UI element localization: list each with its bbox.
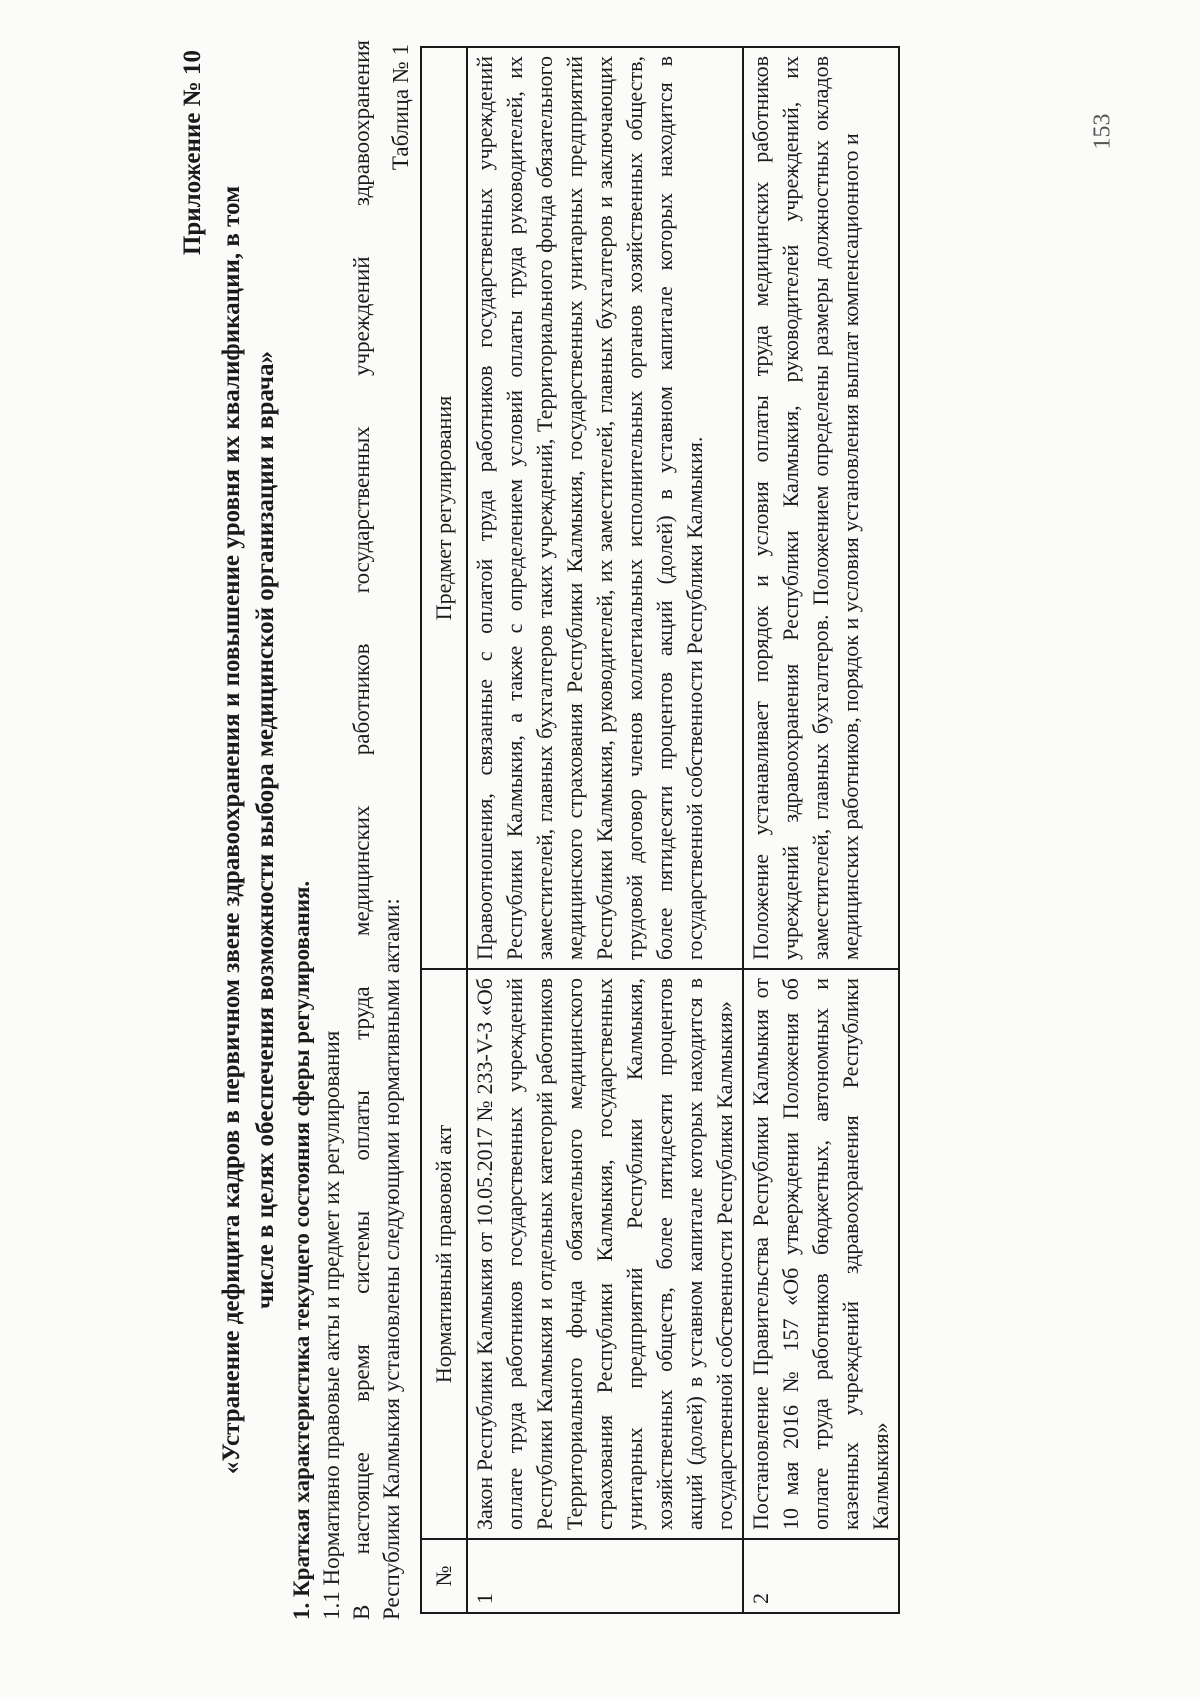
row-act: Закон Республики Калмыкия от 10.05.2017 № 233-V-З «Об оплате труда работников государственных учреждений Республики Калмыкия и отдельных категорий работников Территориального фонда обязательного медицинского страхования Республики Калмыкия, государственных унитарных предприятий Республики Калмыкия, хозяйственных обществ, более пятидесяти процентов акций (долей) в уставном капитале которых находится в государственной собственности Республики Калмыкия»	[467, 969, 743, 1539]
table-row	[743, 47, 899, 1613]
title-line-1: «Устранение дефицита кадров в первичном звене здравоохранения и повышение уровня их квалификации, в том	[218, 185, 245, 1475]
table-header-row	[421, 47, 467, 1613]
table-row	[467, 47, 743, 1613]
row-number: 2	[743, 1539, 899, 1613]
intro-line-1: В настоящее время системы оплаты труда медицинских работников государственных учреждений здравоохранения	[349, 40, 374, 1620]
header-number: №	[421, 1539, 467, 1613]
row-subject: Положение устанавливает порядок и условия оплаты труда медицинских работников учреждений здравоохранения Республики Калмыкия, руководителей учреждений, их заместителей, главных бухгалтеров. Положением определены размеры должностных окладов медицинских работников, порядок и условия установления выплат компенсационного и	[743, 47, 899, 969]
row-act: Постановление Правительства Республики Калмыкия от 10 мая 2016 № 157 «Об утверждении Положения об оплате труда работников бюджетных, автономных и казенных учреждений здравоохранения Республики Калмыкия»	[743, 969, 899, 1539]
row-number: 1	[467, 1539, 743, 1613]
header-subject: Предмет регулирования	[421, 47, 467, 969]
title-line-2: числе в целях обеспечения возможности выбора медицинской организации и врача»	[252, 351, 279, 1309]
document-title	[215, 40, 283, 1620]
row-subject: Правоотношения, связанные с оплатой труда работников государственных учреждений Республики Калмыкия, а также с определением условий оплаты труда руководителей, их заместителей, главных бухгалтеров таких учреждений, Территориального фонда обязательного медицинского страхования Республики Калмыкия, государственных унитарных предприятий Республики Калмыкия, руководителей, их заместителей, главных бухгалтеров и заключающих трудовой договор членов коллегиальных исполнительных органов хозяйственных обществ, более пятидесяти процентов акций (долей) в уставном капитале которых находится в государственной собственности Республики Калмыкия.	[467, 47, 743, 969]
page-number: 153	[1089, 113, 1116, 150]
section-heading: 1. Краткая характеристика текущего состояния сферы регулирования.	[289, 880, 314, 1620]
section-block	[287, 40, 407, 1620]
intro-line-2: Республики Калмыкия установлены следующими нормативными актами:	[379, 898, 404, 1620]
appendix-label: Приложение № 10	[179, 50, 206, 256]
subsection-heading: 1.1 Нормативно правовые акты и предмет их регулирования	[319, 1030, 344, 1620]
rotated-page-content	[175, 40, 1185, 1620]
table-caption: Таблица № 1	[388, 44, 413, 171]
header-act: Нормативный правовой акт	[421, 969, 467, 1539]
regulation-table	[420, 46, 900, 1614]
